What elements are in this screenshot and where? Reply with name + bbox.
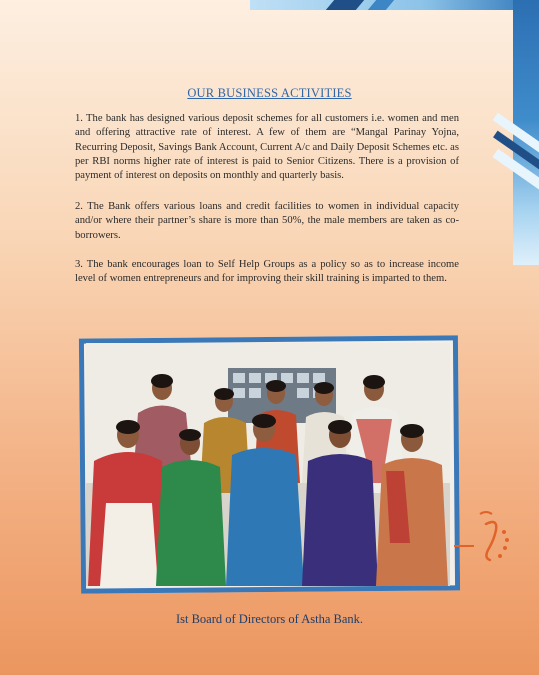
top-decorative-band [250,0,539,10]
decorative-doodle-icon [452,510,522,570]
group-photo [86,343,450,586]
paragraph-self-help-groups: 3. The bank encourages loan to Self Help Groups as a policy so as to increase income level of women entrepreneurs and for improving their skill training is imparted to them. [75,259,459,285]
paragraph-deposits: 1. The bank has designed various deposit schemes for all customers i.e. women and men and offering attractive rate of interest. A few of them are “Mangal Parinay Yojna, Recurring Deposit, Savings Bank Account, Current A/c and Daily Deposit Schemes etc. as per RBI norms higher rate of interest is paid to Senior Citizens. There is a provision of payment of interest on deposits on monthly and quarterly basis. [75,113,459,182]
photo-caption: Ist Board of Directors of Astha Bank. [175,612,364,626]
paragraph-loans: 2. The Bank offers various loans and credit facilities to women in individual capacity and/or where their partner’s share is more than 50%, the male members are taken as co-borrowers. [75,201,459,241]
page-title: OUR BUSINESS ACTIVITIES [187,86,352,100]
